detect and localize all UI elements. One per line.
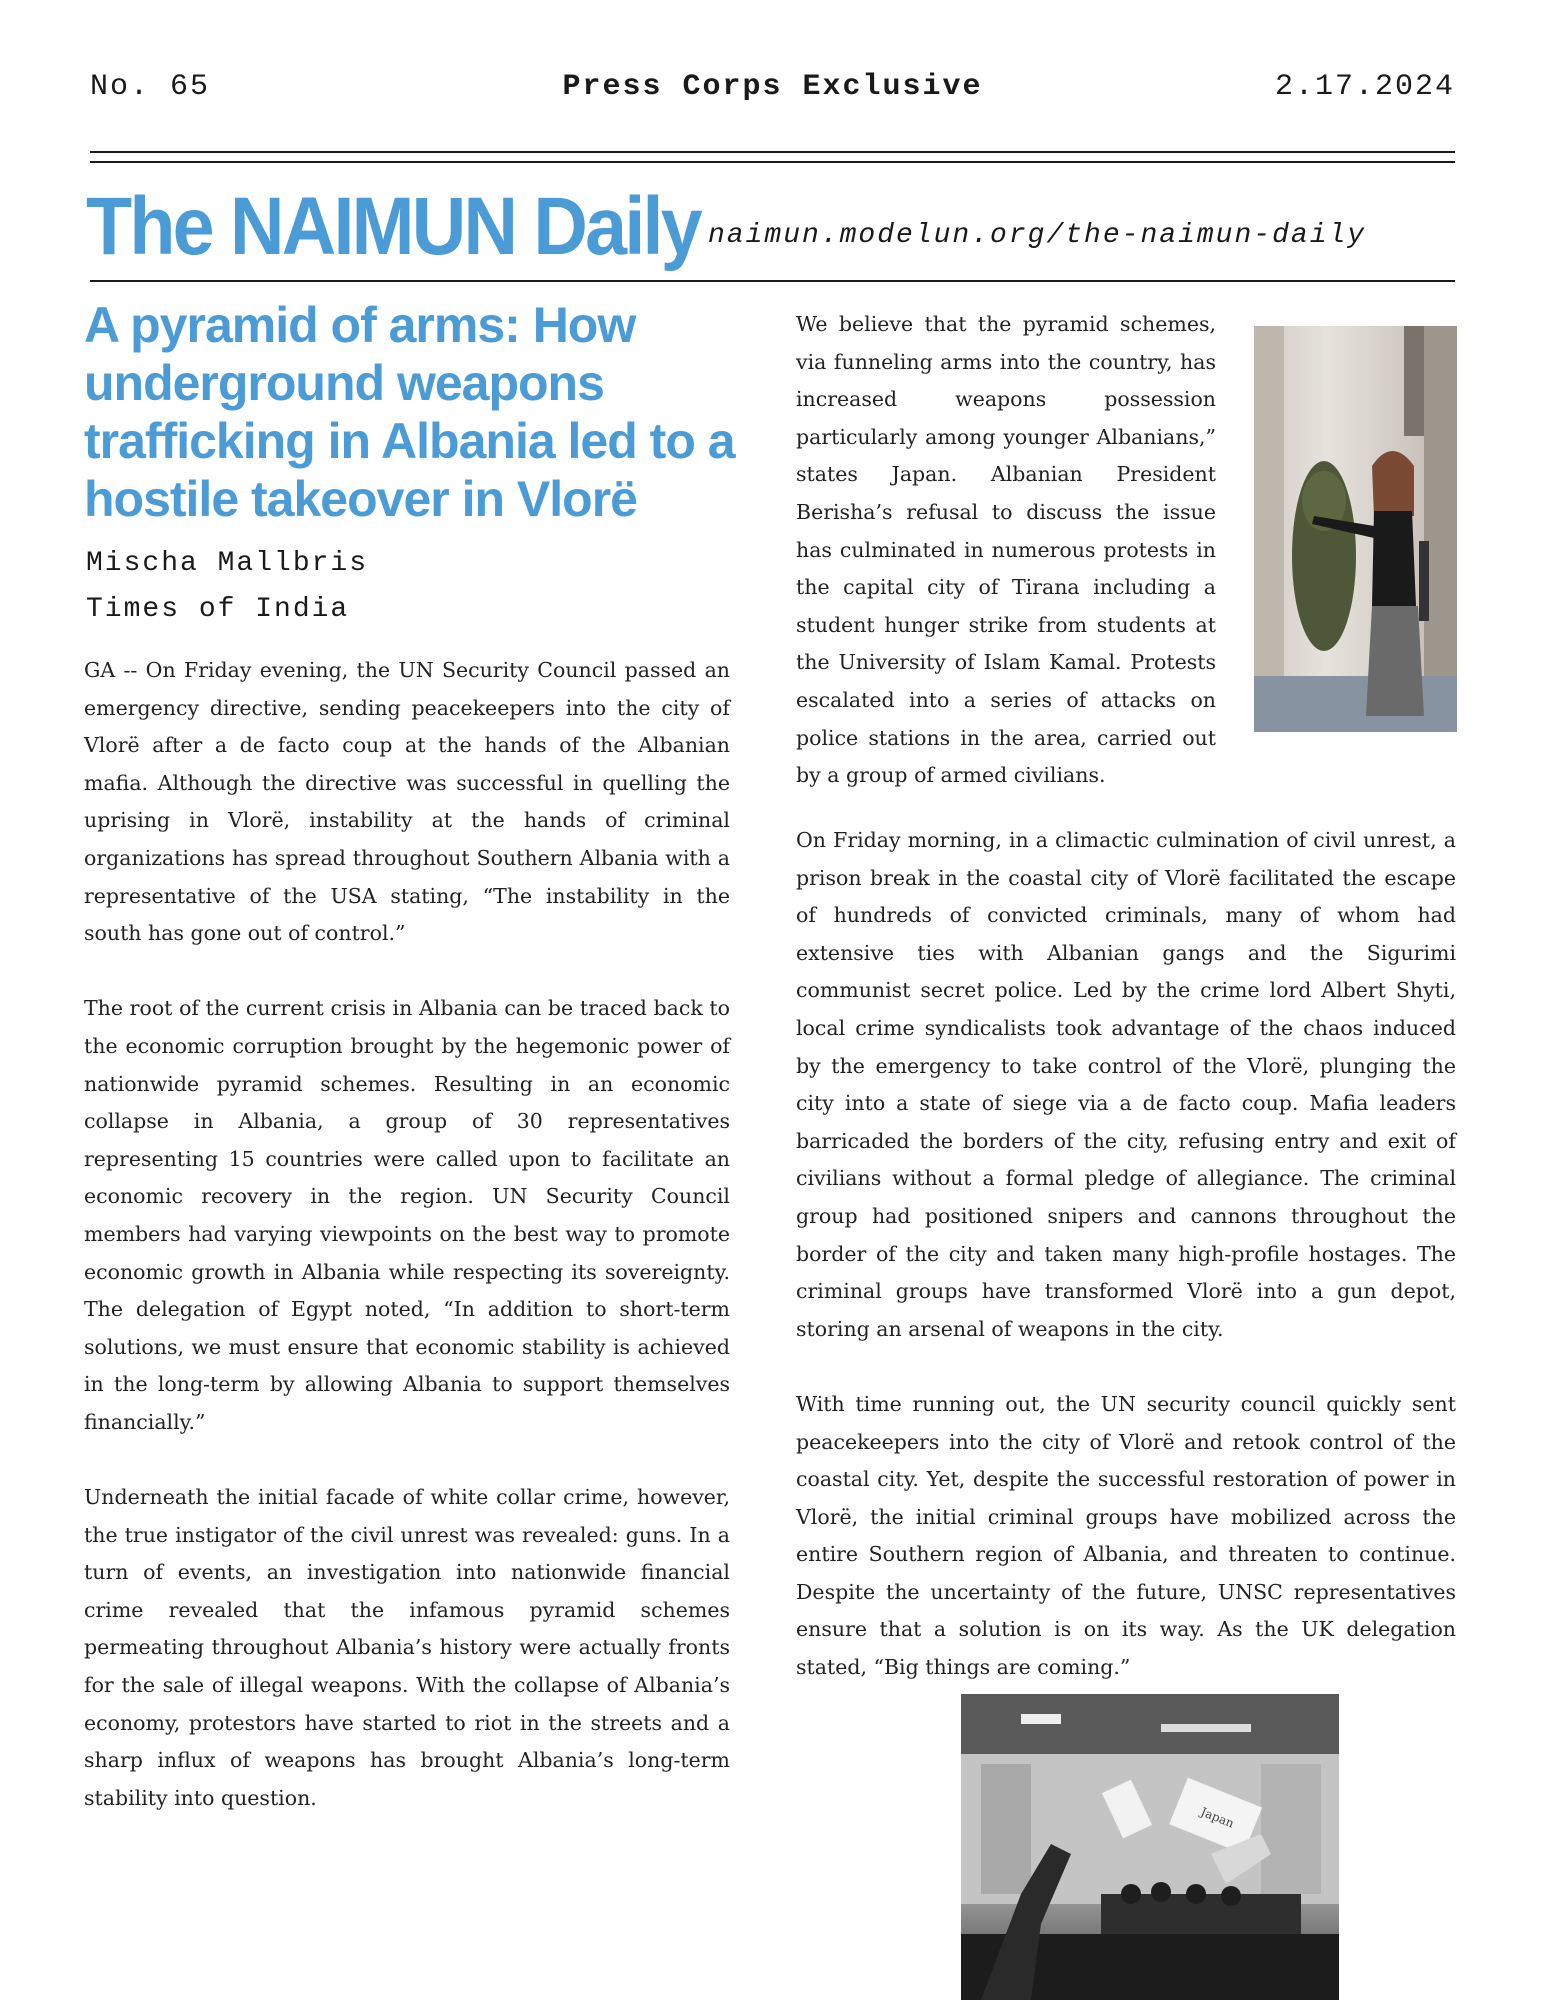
committee-photo-illustration — [961, 1694, 1339, 2000]
placard-text: Japan — [1198, 1804, 1236, 1831]
section-label: Press Corps Exclusive — [562, 70, 983, 104]
issue-date: 2.17.2024 — [1274, 70, 1455, 104]
author-outlet: Times of India — [86, 594, 350, 625]
masthead-title: The NAIMUN Daily — [86, 181, 700, 272]
delegate-photo — [1254, 326, 1457, 732]
masthead-url[interactable]: naimun.modelun.org/the-naimun-daily — [708, 220, 1367, 251]
article-column-right — [796, 822, 1456, 1724]
committee-photo — [961, 1694, 1339, 2000]
paragraph: We believe that the pyramid schemes, via funneling arms into the country, has increased weapons possession particularly among younger Albanians,” states Japan. Albanian President Berisha’s refusal to discuss the issue has culminated in numerous protests in the capital city of Tirana including a student hunger strike from students at the University of Islam Kamal. Protests escalated into a series of attacks on police stations in the area, carried out by a group of armed civilians. — [796, 312, 1216, 788]
masthead-rule — [90, 280, 1455, 282]
header-rule-bottom — [90, 161, 1455, 163]
paragraph: GA -- On Friday evening, the UN Security Council passed an emergency directive, sending peacekeepers into the city of Vlorë after a de facto coup at the hands of the Albanian mafia. Although the directive was successful in quelling the uprising in Vlorë, instability at the hands of criminal organizations has spread throughout Southern Albania with a representative of the USA stating, “The instability in the south has gone out of control.” — [84, 658, 730, 946]
article-column-right-top — [796, 306, 1216, 832]
issue-number: No. 65 — [90, 70, 211, 104]
paragraph: The root of the current crisis in Albania can be traced back to the economic corruption brought by the hegemonic power of nationwide pyramid schemes. Resulting in an economic collapse in Albania, a group of 30 representatives representing 15 countries were called upon to facilitate an economic recovery in the region. UN Security Council members had varying viewpoints on the best way to promote economic growth in Albania while respecting its sovereignty. The delegation of Egypt noted, “In addition to short-term solutions, we must ensure that economic stability is achieved in the long-term by allowing Albania to support themselves financially.” — [84, 996, 730, 1434]
paragraph: With time running out, the UN security council quickly sent peacekeepers into the city of Vlorë and retook control of the coastal city. Yet, despite the successful restoration of power in Vlorë, the initial criminal groups have mobilized across the entire Southern region of Albania, and threaten to continue. Despite the uncertainty of the future, UNSC representatives ensure that a solution is on its way. As the UK delegation stated, “Big things are coming.” — [796, 1391, 1456, 1680]
delegate-photo-illustration — [1254, 326, 1457, 732]
paragraph: On Friday morning, in a climactic culmination of civil unrest, a prison break in the coastal city of Vlorë facilitated the escape of hundreds of convicted criminals, many of whom had extensive ties with Albanian gangs and the Sigurimi communist secret police. Led by the crime lord Albert Shyti, local crime syndicalists took advantage of the chaos induced by the emergency to take control of the Vlorë, plunging the city into a state of siege via a de facto coup. Mafia leaders barricaded the borders of the city, refusing entry and exit of civilians without a formal pledge of allegiance. The criminal group had positioned snipers and cannons throughout the border of the city and taken many high-profile hostages. The criminal groups have transformed Vlorë into a gun depot, storing an arsenal of weapons in the city. — [796, 828, 1456, 1341]
article-headline: A pyramid of arms: How underground weapons trafficking in Albania led to a hostile takeover in Vlorë — [84, 297, 735, 527]
header-rule-top — [90, 151, 1455, 153]
article-column-left — [84, 652, 730, 1855]
paragraph: Underneath the initial facade of white collar crime, however, the true instigator of the civil unrest was revealed: guns. In a turn of events, an investigation into nationwide financial crime revealed that the infamous pyramid schemes permeating throughout Albania’s history were actually fronts for the sale of illegal weapons. With the collapse of Albania’s economy, protestors have started to riot in the streets and a sharp influx of weapons has brought Albania’s long-term stability into question. — [84, 1485, 730, 1810]
author-name: Mischa Mallbris — [86, 548, 369, 579]
